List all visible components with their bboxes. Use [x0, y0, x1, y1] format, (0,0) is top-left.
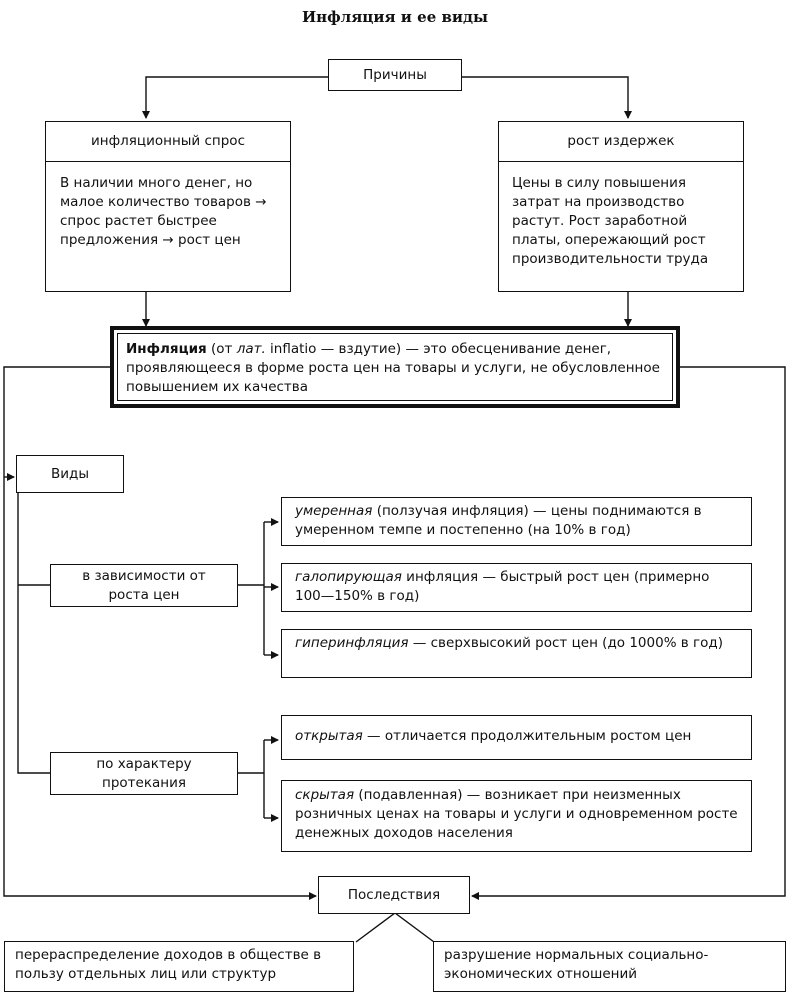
diagram-title: Инфляция и ее виды: [301, 8, 489, 26]
hyper-item: гиперинфляция — сверхвысокий рост цен (до 1000% в год): [281, 629, 752, 678]
line-definition-left: [4, 367, 316, 896]
costs-title: рост издержек: [499, 122, 743, 162]
demand-title: инфляционный спрос: [46, 122, 290, 162]
definition-text: Инфляция (от лат. inflatio — вздутие) — это обесценивание денег, проявляющееся в форме роста цен на товары и услуги, не обусловленное повышением их качества: [126, 341, 660, 395]
definition-box: [110, 326, 680, 408]
hidden-item: скрытая (подавленная) — возникает при неизменных розничных ценах на товары и услуги и одновременном росте денежных доходов населения: [281, 780, 752, 852]
causes-header: Причины: [328, 59, 462, 91]
costs-text: Цены в силу повышения затрат на производство растут. Рост заработной платы, опережающий рост производительности труда: [512, 175, 709, 267]
line-consequences-split: [356, 913, 434, 942]
moderate-item: умеренная (ползучая инфляция) — цены поднимаются в умеренном темпе и постепенно (на 10% в год): [281, 497, 752, 546]
consequence-right: разрушение нормальных социально-экономических отношений: [433, 941, 786, 992]
galloping-item: галопирующая инфляция — быстрый рост цен (примерно 100—150% в год): [281, 563, 752, 612]
line-types-trunk: [18, 493, 50, 773]
consequences-header: Последствия: [318, 876, 470, 914]
consequence-left: перераспределение доходов в обществе в пользу отдельных лиц или структур: [4, 941, 354, 992]
open-item: открытая — отличается продолжительным ростом цен: [281, 715, 752, 760]
arrow-causes-to-costs: [462, 77, 628, 118]
demand-text: В наличии много денег, но малое количество товаров → спрос растет быстрее предложения → рост цен: [60, 175, 267, 248]
arrow-causes-to-demand: [146, 77, 328, 118]
growth-category: в зависимости от роста цен: [50, 564, 238, 607]
demand-box: [45, 121, 291, 292]
nature-category: по характеру протекания: [50, 752, 238, 795]
definition-term: Инфляция: [126, 341, 207, 357]
types-header: Виды: [16, 455, 124, 493]
costs-box: [498, 121, 744, 292]
